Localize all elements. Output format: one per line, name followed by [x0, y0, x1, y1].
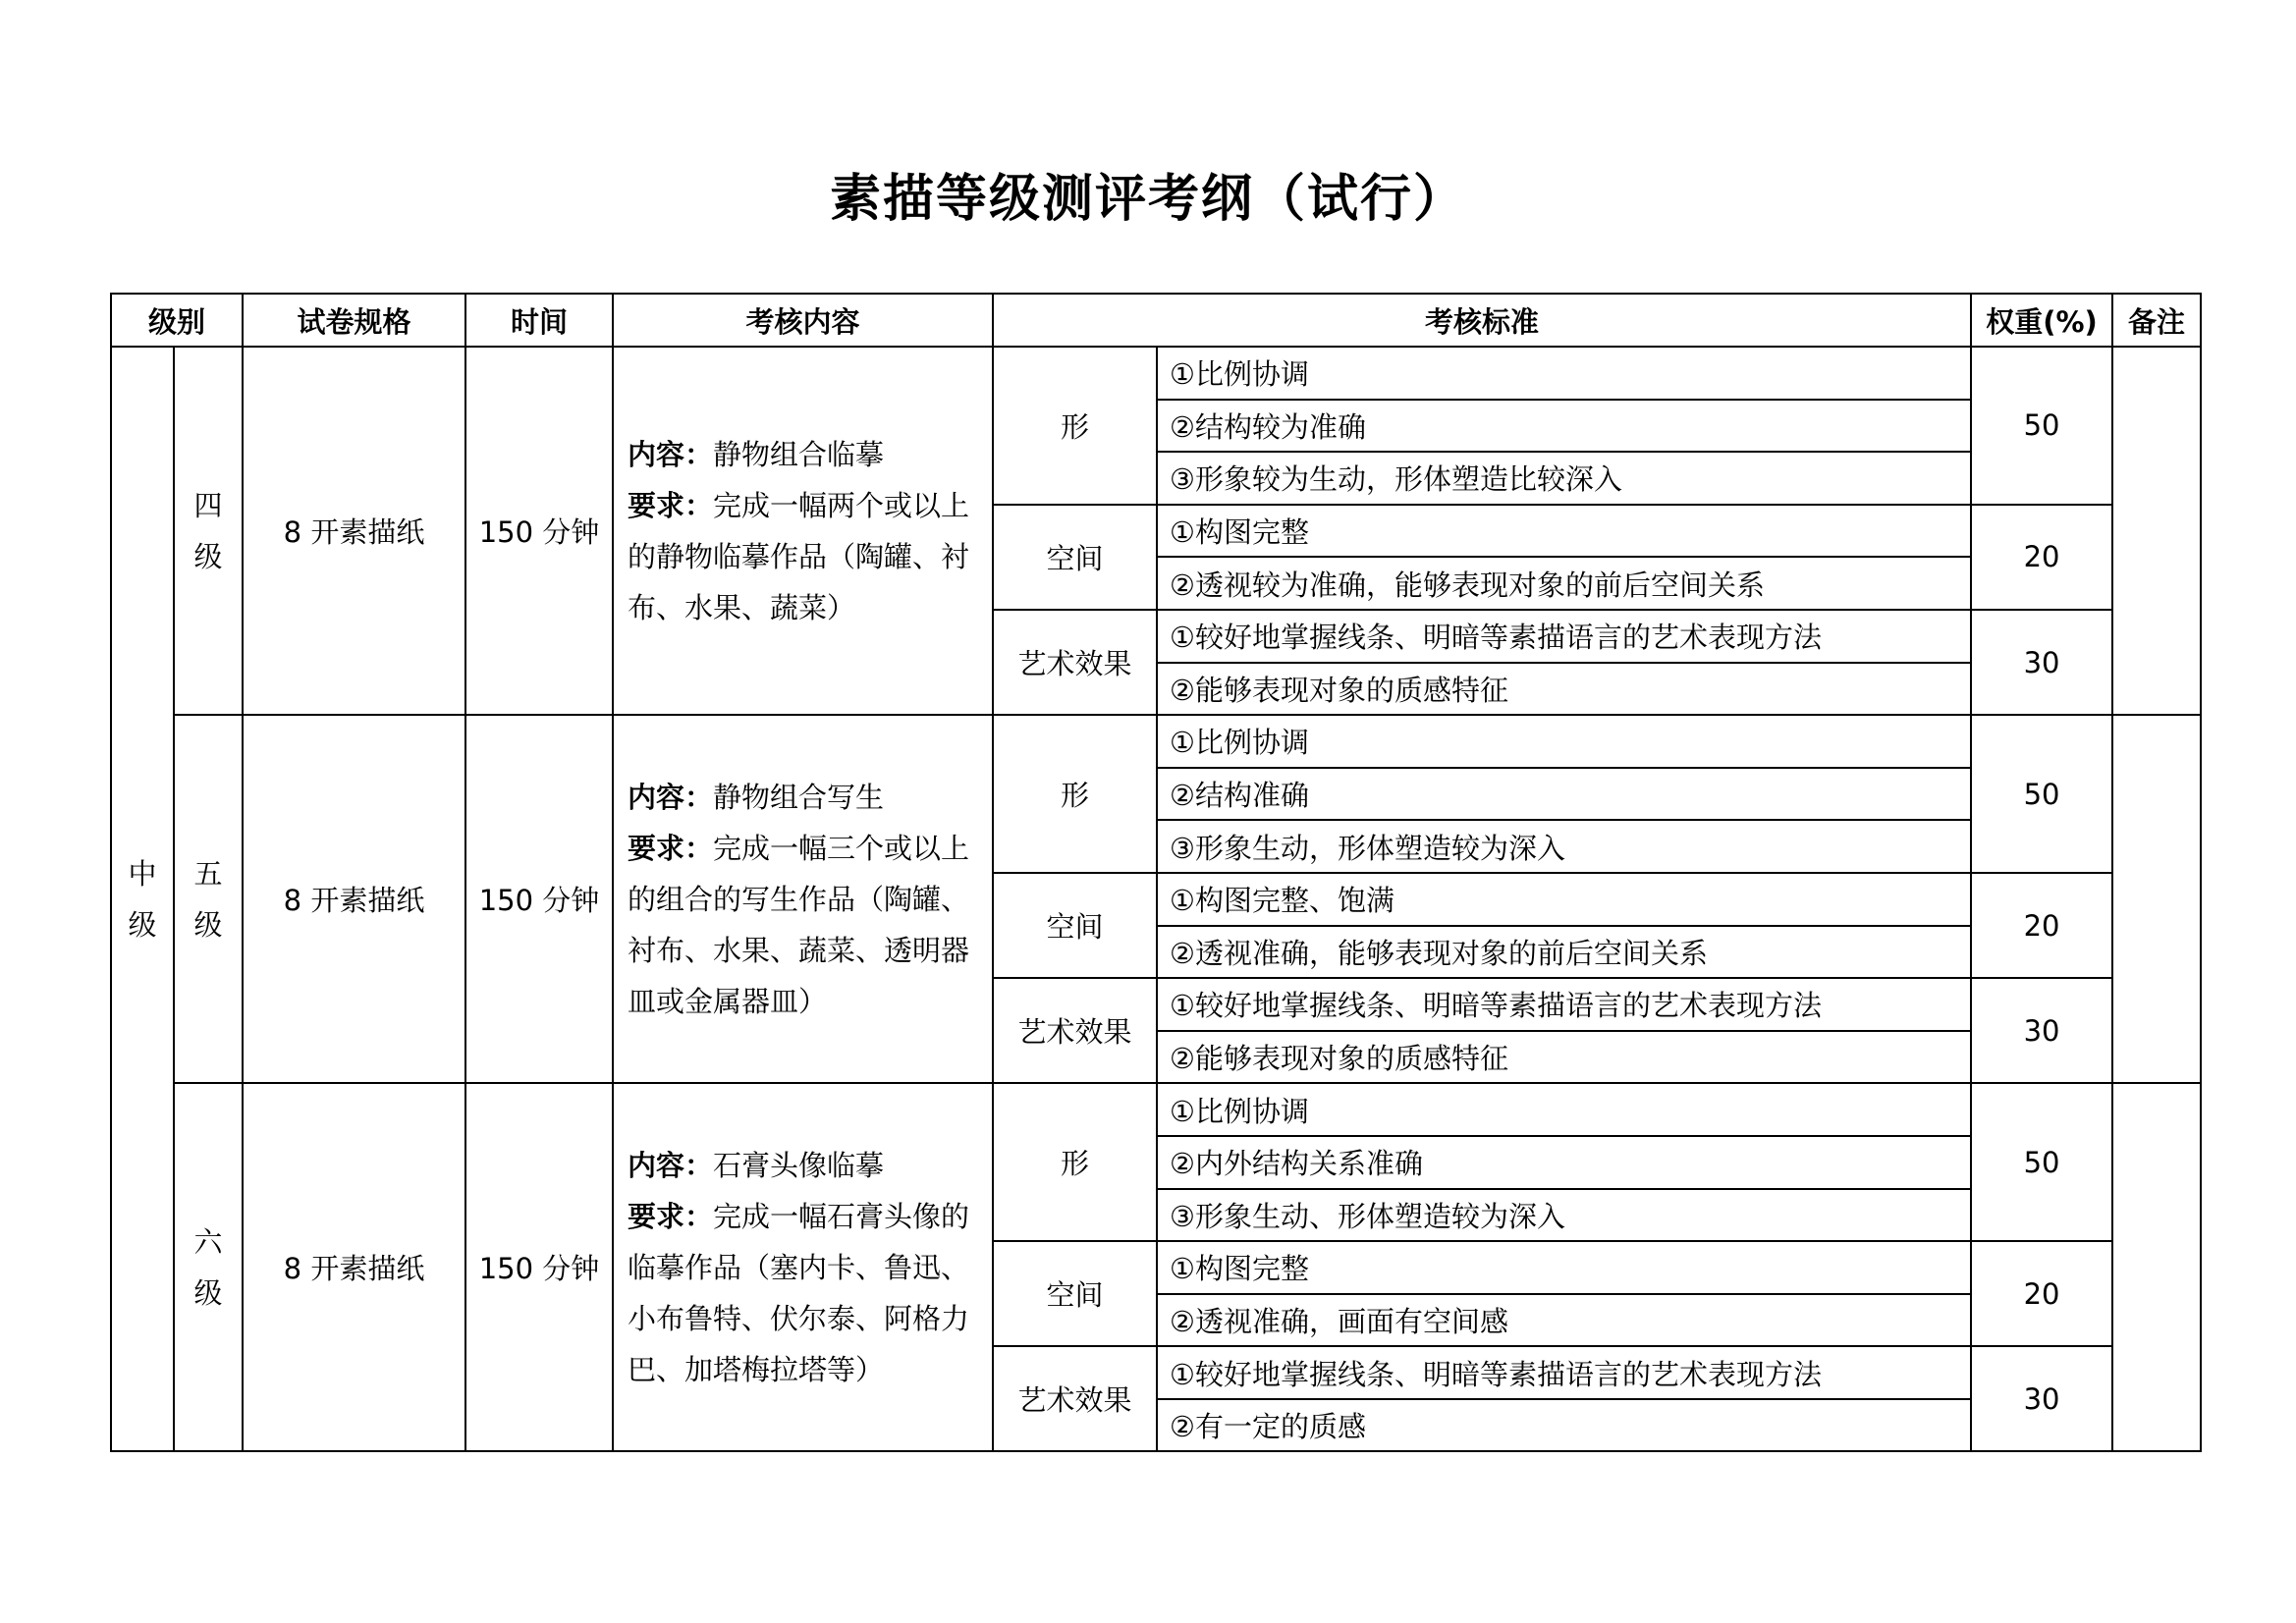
header-content: 考核内容 — [613, 294, 993, 347]
remark-cell — [2112, 347, 2201, 715]
header-standard: 考核标准 — [993, 294, 1971, 347]
group-cell — [111, 347, 174, 1451]
criterion-cell: ③形象生动，形体塑造较为深入 — [1157, 820, 1971, 873]
level-name-2: 级 — [193, 907, 223, 942]
criterion-cell: ①比例协调 — [1157, 715, 1971, 768]
category-cell: 形 — [993, 715, 1157, 873]
content-text: 静物组合写生 — [713, 780, 885, 814]
requirement-label: 要求： — [628, 831, 714, 865]
criteria-row — [111, 347, 2201, 400]
category-cell: 空间 — [993, 873, 1157, 978]
weight-cell: 50 — [1971, 347, 2112, 505]
paper-spec-cell: 8 开素描纸 — [243, 347, 465, 715]
criterion-cell: ②结构准确 — [1157, 768, 1971, 821]
criteria-row — [111, 1083, 2201, 1136]
group-text-2: 级 — [128, 907, 157, 942]
level-name-cell — [174, 715, 243, 1083]
weight-cell: 20 — [1971, 505, 2112, 610]
criterion-cell: ②透视准确，画面有空间感 — [1157, 1294, 1971, 1347]
weight-cell: 50 — [1971, 1083, 2112, 1241]
header-paper: 试卷规格 — [243, 294, 465, 347]
content-label: 内容： — [628, 437, 714, 471]
weight-cell: 20 — [1971, 1241, 2112, 1346]
requirement-label: 要求： — [628, 488, 714, 522]
paper-spec-cell: 8 开素描纸 — [243, 1083, 465, 1451]
criterion-cell: ①比例协调 — [1157, 347, 1971, 400]
content-line — [628, 429, 978, 480]
content-cell — [613, 715, 993, 1083]
group-text-1: 中 — [128, 856, 157, 891]
requirement-line — [628, 480, 978, 633]
syllabus-table — [110, 293, 2202, 1452]
criterion-cell: ①较好地掌握线条、明暗等素描语言的艺术表现方法 — [1157, 1346, 1971, 1399]
criterion-cell: ①较好地掌握线条、明暗等素描语言的艺术表现方法 — [1157, 978, 1971, 1031]
level-name-1: 四 — [193, 488, 223, 522]
content-label: 内容： — [628, 1148, 714, 1182]
level-name-1: 五 — [193, 856, 223, 891]
criterion-cell: ②能够表现对象的质感特征 — [1157, 1031, 1971, 1084]
content-label: 内容： — [628, 780, 714, 814]
level-name-2: 级 — [193, 539, 223, 573]
remark-cell — [2112, 1083, 2201, 1451]
level-name-cell — [174, 347, 243, 715]
criterion-cell: ①较好地掌握线条、明暗等素描语言的艺术表现方法 — [1157, 610, 1971, 663]
criterion-cell: ②有一定的质感 — [1157, 1399, 1971, 1452]
category-cell: 艺术效果 — [993, 1346, 1157, 1451]
requirement-text: 完成一幅两个或以上的静物临摹作品（陶罐、衬布、水果、蔬菜） — [628, 488, 970, 624]
criterion-cell: ②内外结构关系准确 — [1157, 1136, 1971, 1189]
criterion-cell: ②结构较为准确 — [1157, 400, 1971, 453]
level-name-1: 六 — [193, 1224, 223, 1259]
criteria-row — [111, 715, 2201, 768]
content-line — [628, 1140, 978, 1191]
category-cell: 空间 — [993, 505, 1157, 610]
criterion-cell: ①构图完整 — [1157, 1241, 1971, 1294]
weight-cell: 50 — [1971, 715, 2112, 873]
category-cell: 形 — [993, 1083, 1157, 1241]
category-cell: 空间 — [993, 1241, 1157, 1346]
criterion-cell: ②能够表现对象的质感特征 — [1157, 663, 1971, 716]
header-level: 级别 — [111, 294, 243, 347]
category-cell: 形 — [993, 347, 1157, 505]
category-cell: 艺术效果 — [993, 610, 1157, 715]
criterion-cell: ①构图完整、饱满 — [1157, 873, 1971, 926]
header-weight: 权重(%) — [1971, 294, 2112, 347]
requirement-label: 要求： — [628, 1199, 714, 1233]
content-cell — [613, 1083, 993, 1451]
level-name-cell — [174, 1083, 243, 1451]
requirement-line — [628, 1191, 978, 1395]
weight-cell: 30 — [1971, 1346, 2112, 1451]
content-cell — [613, 347, 993, 715]
header-row — [111, 294, 2201, 347]
criterion-cell: ①比例协调 — [1157, 1083, 1971, 1136]
content-text: 石膏头像临摹 — [713, 1148, 885, 1182]
time-cell: 150 分钟 — [465, 1083, 613, 1451]
remark-cell — [2112, 715, 2201, 1083]
paper-spec-cell: 8 开素描纸 — [243, 715, 465, 1083]
category-cell: 艺术效果 — [993, 978, 1157, 1083]
header-remark: 备注 — [2112, 294, 2201, 347]
weight-cell: 30 — [1971, 610, 2112, 715]
time-cell: 150 分钟 — [465, 715, 613, 1083]
header-time: 时间 — [465, 294, 613, 347]
weight-cell: 20 — [1971, 873, 2112, 978]
requirement-line — [628, 823, 978, 1027]
requirement-text: 完成一幅三个或以上的组合的写生作品（陶罐、衬布、水果、蔬菜、透明器皿或金属器皿） — [628, 831, 970, 1018]
weight-cell: 30 — [1971, 978, 2112, 1083]
criterion-cell: ②透视准确，能够表现对象的前后空间关系 — [1157, 926, 1971, 979]
criterion-cell: ②透视较为准确，能够表现对象的前后空间关系 — [1157, 557, 1971, 610]
criterion-cell: ③形象生动、形体塑造较为深入 — [1157, 1189, 1971, 1242]
page-title: 素描等级测评考纲（试行） — [829, 169, 1466, 229]
criterion-cell: ①构图完整 — [1157, 505, 1971, 558]
content-text: 静物组合临摹 — [713, 437, 885, 471]
content-line — [628, 772, 978, 823]
criterion-cell: ③形象较为生动，形体塑造比较深入 — [1157, 452, 1971, 505]
time-cell: 150 分钟 — [465, 347, 613, 715]
level-name-2: 级 — [193, 1275, 223, 1310]
requirement-text: 完成一幅石膏头像的临摹作品（塞内卡、鲁迅、小布鲁特、伏尔泰、阿格力巴、加塔梅拉塔等） — [628, 1199, 970, 1386]
